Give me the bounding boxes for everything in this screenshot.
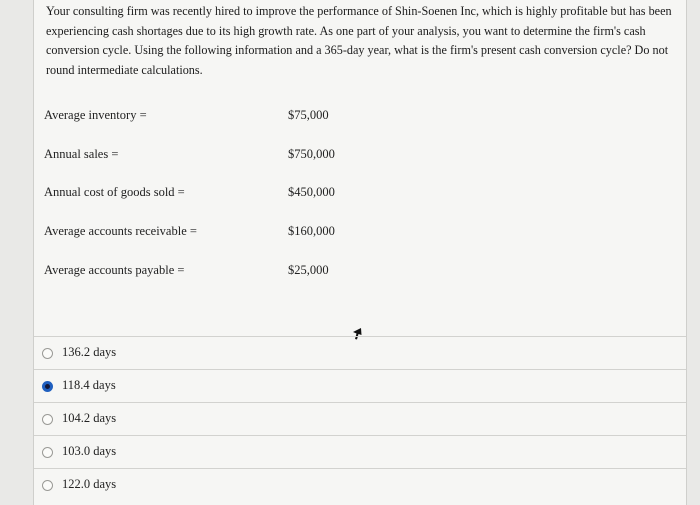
answer-option-4[interactable]: [34, 435, 686, 469]
radio-button-selected[interactable]: [42, 381, 53, 392]
radio-button[interactable]: [42, 414, 53, 425]
radio-button[interactable]: [42, 348, 53, 359]
data-row-cogs: [44, 183, 344, 201]
data-value: $450,000: [288, 185, 335, 199]
data-value: $25,000: [288, 263, 329, 277]
data-value: $160,000: [288, 224, 335, 238]
data-label: Annual sales =: [44, 147, 119, 161]
answer-label: 118.4 days: [62, 378, 116, 392]
data-value: $750,000: [288, 147, 335, 161]
data-label: Annual cost of goods sold =: [44, 185, 185, 199]
answer-label: 122.0 days: [62, 477, 117, 491]
question-panel: [33, 0, 687, 505]
radio-button[interactable]: [42, 480, 53, 491]
radio-button[interactable]: [42, 447, 53, 458]
answer-label: 103.0 days: [62, 444, 117, 458]
answer-option-2[interactable]: [34, 369, 686, 403]
data-label: Average accounts payable =: [44, 263, 185, 277]
data-label: Average inventory =: [44, 108, 147, 122]
data-row-sales: [44, 145, 344, 163]
answer-option-5[interactable]: [34, 468, 686, 502]
data-row-inventory: [44, 106, 344, 124]
answer-option-3[interactable]: [34, 402, 686, 436]
question-text: Your consulting firm was recently hired to improve the performance of Shin-Soenen Inc, which is highly profitable but has been experiencing cash shortages due to its high growth rate. As one part of your analysis, you want to determine the firm's cash conversion cycle. Using the following information and a 365-day year, what is the firm's present cash conversion cycle? Do not round intermediate calculations.: [46, 4, 672, 77]
answer-label: 136.2 days: [62, 345, 117, 359]
answer-option-1[interactable]: [34, 336, 686, 370]
data-value: $75,000: [288, 108, 329, 122]
answer-label: 104.2 days: [62, 411, 117, 425]
data-label: Average accounts receivable =: [44, 224, 197, 238]
data-row-payable: [44, 261, 344, 279]
data-row-receivable: [44, 222, 344, 240]
